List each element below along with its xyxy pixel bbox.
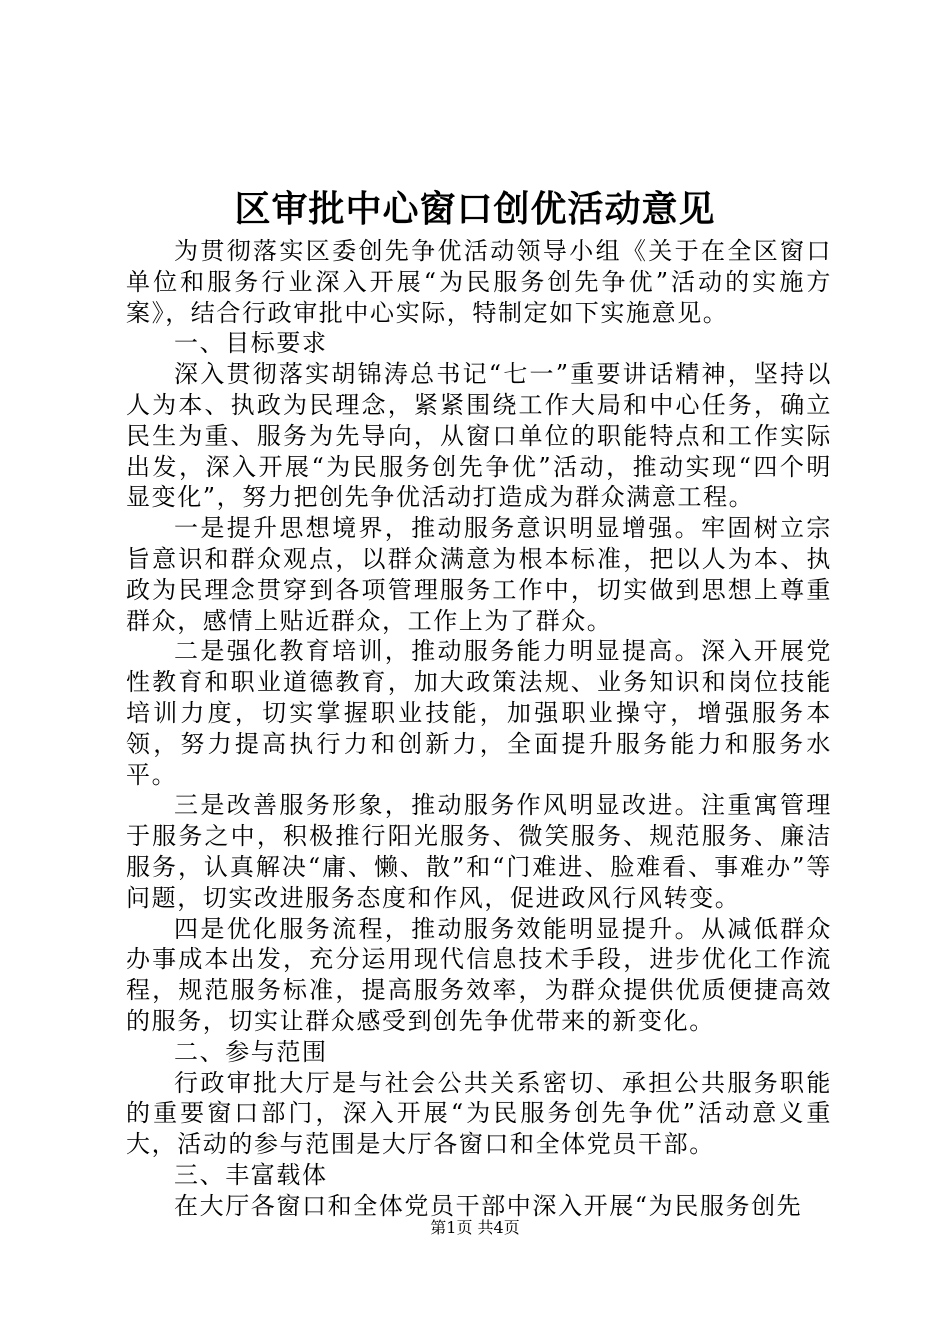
paragraph-carriers: 在大厅各窗口和全体党员干部中深入开展“为民服务创先 — [174, 1191, 803, 1220]
page-number-footer: 第1页 共4页 — [430, 1218, 520, 1237]
paragraph-point-one: 一是提升思想境界，推动服务意识明显增强。牢固树立宗旨意识和群众观点，以群众满意为根本标准，把以人为本、执政为民理念贯穿到各项管理服务工作中，切实做到思想上尊重群众，感情上贴近群众，工作上为了群众。 — [126, 514, 832, 635]
section-heading-scope: 二、参与范围 — [174, 1037, 328, 1066]
document-title: 区审批中心窗口创优活动意见 — [234, 188, 716, 230]
section-heading-goals: 一、目标要求 — [174, 329, 328, 358]
paragraph-intro: 为贯彻落实区委创先争优活动领导小组《关于在全区窗口单位和服务行业深入开展“为民服务创先争优”活动的实施方案》，结合行政审批中心实际，特制定如下实施意见。 — [126, 237, 832, 327]
paragraph-point-four: 四是优化服务流程，推动服务效能明显提升。从减低群众办事成本出发，充分运用现代信息技术手段，进步优化工作流程，规范服务标准，提高服务效率，为群众提供优质便捷高效的服务，切实让群众感受到创先争优带来的新变化。 — [126, 914, 832, 1035]
paragraph-scope: 行政审批大厅是与社会公共关系密切、承担公共服务职能的重要窗口部门，深入开展“为民服务创先争优”活动意义重大，活动的参与范围是大厅各窗口和全体党员干部。 — [126, 1068, 832, 1159]
paragraph-goals: 深入贯彻落实胡锦涛总书记“七一”重要讲话精神，坚持以人为本、执政为民理念，紧紧围绕工作大局和中心任务，确立民生为重、服务为先导向，从窗口单位的职能特点和工作实际出发，深入开展“为民服务创先争优”活动，推动实现“四个明显变化”，努力把创先争优活动打造成为群众满意工程。 — [126, 360, 832, 512]
paragraph-point-three: 三是改善服务形象，推动服务作风明显改进。注重寓管理于服务之中，积极推行阳光服务、微笑服务、规范服务、廉洁服务，认真解决“庸、懒、散”和“门难进、脸难看、事难办”等问题，切实改进服务态度和作风，促进政风行风转变。 — [126, 791, 832, 912]
section-heading-carriers: 三、丰富载体 — [174, 1160, 328, 1189]
paragraph-point-two: 二是强化教育培训，推动服务能力明显提高。深入开展党性教育和职业道德教育，加大政策法规、业务知识和岗位技能培训力度，切实掌握职业技能，加强职业操守，增强服务本领，努力提高执行力和创新力，全面提升服务能力和服务水平。 — [126, 637, 832, 789]
document-body — [126, 236, 832, 1222]
